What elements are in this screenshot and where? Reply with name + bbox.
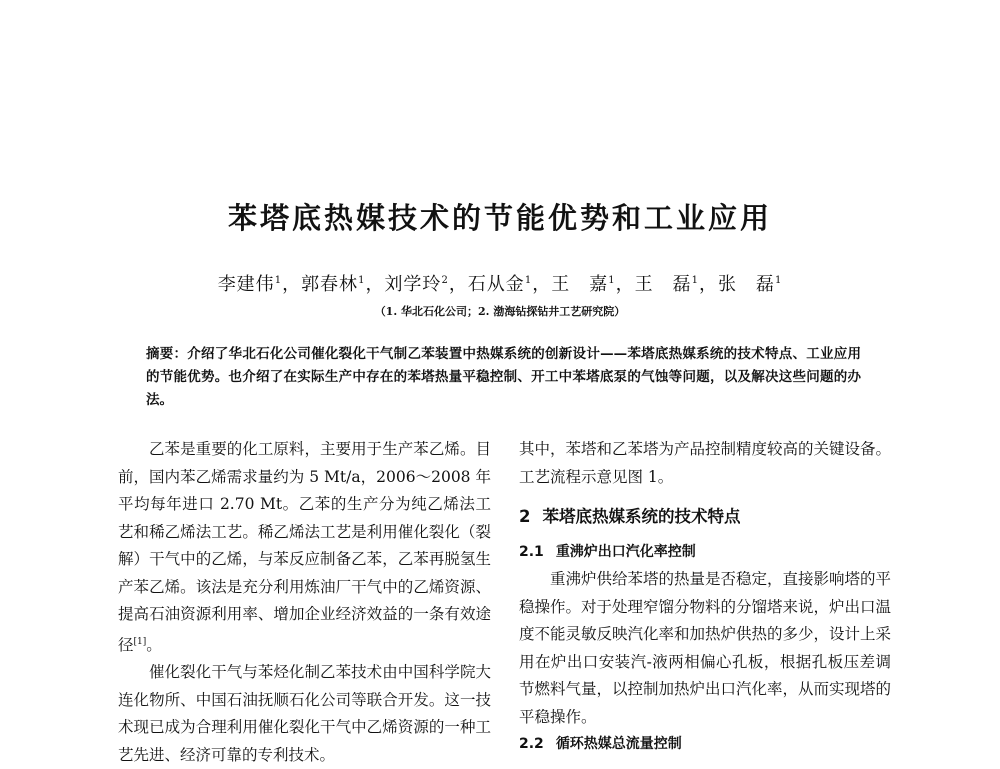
author-separator: ， <box>532 274 552 295</box>
affiliation: （1. 华北石化公司；2. 渤海钻探钻井工艺研究院） <box>374 305 626 318</box>
author-affiliation-mark: 1 <box>524 275 533 286</box>
author-name: 李建伟 <box>217 274 275 295</box>
author-name: 王 嘉 <box>551 274 609 295</box>
author-name: 石从金 <box>467 274 525 295</box>
author-separator: ， <box>615 274 635 295</box>
author-affiliation-mark: 1 <box>274 275 283 286</box>
abstract-text: 介绍了华北石化公司催化裂化干气制乙苯装置中热媒系统的创新设计——苯塔底热媒系统的技术特点、工业应用的节能优势。也介绍了在实际生产中存在的苯塔热量平稳控制、开工中苯塔底泵的气蚀等问题，以及解决这些问题的办法。 <box>146 346 861 408</box>
author <box>718 274 782 295</box>
section-title: 苯塔底热媒系统的技术特点 <box>542 507 741 526</box>
left-column <box>118 436 491 769</box>
paragraph-end: 。 <box>146 635 162 654</box>
author-affiliation-mark: 1 <box>358 275 366 286</box>
page-title: 苯塔底热媒技术的节能优势和工业应用 <box>227 201 772 235</box>
paragraph: 其中，苯塔和乙苯塔为产品控制精度较高的关键设备。工艺流程示意见图 1。 <box>519 440 892 486</box>
author <box>301 274 365 295</box>
author-name: 张 磊 <box>717 274 775 295</box>
paragraph: 重沸炉供给苯塔的热量是否稳定，直接影响塔的平稳操作。对于处理窄馏分物料的分馏塔来说，炉出口温度不能灵敏反映汽化率和加热炉供热的多少，设计上采用在炉出口安装汽-液两相偏心孔板，根据孔板压差调节燃料气量，以控制加热炉出口汽化率，从而实现塔的平稳操作。 <box>519 570 892 726</box>
author-separator: ， <box>365 274 385 295</box>
author-list <box>0 270 1000 296</box>
author <box>551 274 615 295</box>
subsection-heading <box>519 731 891 759</box>
author-separator: ， <box>448 274 468 295</box>
paragraph-text: 乙苯是重要的化工原料，主要用于生产苯乙烯。目前，国内苯乙烯需求量约为 5 Mt/a，2006～2008 年平均每年进口 2.70 Mt。乙苯的生产分为纯乙烯法工艺和稀乙烯法工艺。稀乙烯法工艺是利用催化裂化（裂解）干气中的乙烯，与苯反应制备乙苯，乙苯再脱氢生产苯乙烯。该法是充分利用炼油厂干气中的乙烯资源、提高石油资源利用率、增加企业经济效益的一条有效途径 <box>118 440 491 654</box>
subsection-title: 重沸炉出口汽化率控制 <box>555 543 696 560</box>
author <box>218 274 282 295</box>
author-name: 王 磊 <box>634 274 692 295</box>
subsection-title: 循环热媒总流量控制 <box>555 736 682 752</box>
author-affiliation-mark: 1 <box>691 275 699 286</box>
author-name: 刘学玲 <box>384 274 442 295</box>
author-separator: ， <box>698 274 718 295</box>
subsection-number: 2.2 <box>519 736 544 752</box>
abstract-label: 摘要： <box>146 346 188 362</box>
subsection-heading <box>519 539 891 567</box>
abstract <box>146 343 861 412</box>
citation-ref: [1] <box>133 636 147 647</box>
author-affiliation-mark: 2 <box>441 275 449 286</box>
author-separator: ， <box>282 274 302 295</box>
author-affiliation-mark: 1 <box>774 275 783 286</box>
author-name: 郭春林 <box>301 274 359 295</box>
section-number: 2 <box>519 507 531 526</box>
paragraph: 催化裂化干气与苯烃化制乙苯技术由中国科学院大连化物所、中国石油抚顺石化公司等联合开发。这一技术现已成为合理利用催化裂化干气中乙烯资源的一种工艺先进、经济可靠的专利技术。 <box>118 663 491 764</box>
section-heading <box>519 503 891 531</box>
author <box>384 274 448 295</box>
right-column <box>519 436 891 759</box>
author-affiliation-mark: 1 <box>608 275 616 286</box>
author <box>468 274 532 295</box>
subsection-number: 2.1 <box>519 543 544 560</box>
author <box>635 274 699 295</box>
paragraph <box>118 436 491 659</box>
